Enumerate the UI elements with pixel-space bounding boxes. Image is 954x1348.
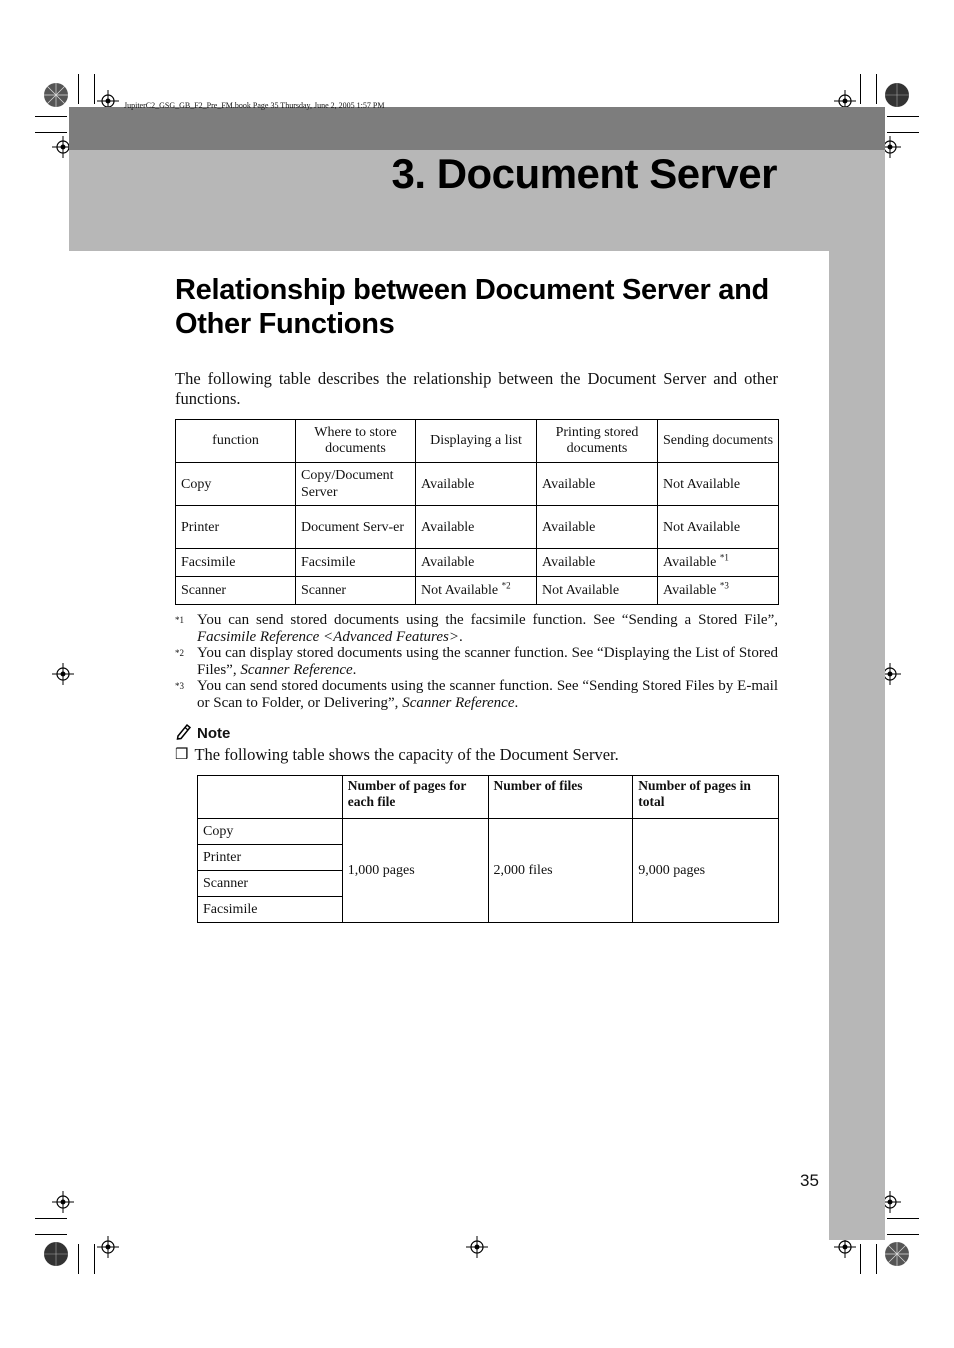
footnote: *3 You can send stored documents using the scanner function. See “Sending Stored Files by E-mail or Scan to Folder, or Delivering”, Scanner Reference. xyxy=(175,678,778,711)
store-cell: Scanner xyxy=(296,577,416,605)
footnote: *1 You can send stored documents using the facsimile function. See “Sending a Stored File”, Facsimile Reference <Advanced Features>. xyxy=(175,612,778,645)
reference-link[interactable]: Scanner Reference xyxy=(240,661,353,678)
side-tab-band xyxy=(829,251,885,1240)
list-cell: Available xyxy=(416,463,537,506)
table-row xyxy=(176,463,779,506)
crop-mark xyxy=(887,132,919,133)
crop-mark xyxy=(887,116,919,117)
function-cell: Facsimile xyxy=(176,549,296,577)
table-header-cell: Number of pages in total xyxy=(633,776,779,819)
store-cell: Facsimile xyxy=(296,549,416,577)
registration-mark-icon xyxy=(52,663,74,685)
table-row xyxy=(176,577,779,605)
function-cell: Facsimile xyxy=(198,897,343,923)
store-cell: Copy/Document Server xyxy=(296,463,416,506)
crop-mark xyxy=(860,74,861,104)
crop-mark xyxy=(876,74,877,104)
crop-mark xyxy=(887,1218,919,1219)
send-cell: Available $^{*3}$ xyxy=(658,577,779,605)
send-cell: Available $^{*1}$ xyxy=(658,549,779,577)
table-row xyxy=(198,819,779,845)
print-cell: Available xyxy=(537,506,658,549)
crop-mark xyxy=(78,1244,79,1274)
table-header-cell: Where to store documents xyxy=(296,420,416,463)
files-cell: 2,000 files xyxy=(488,819,633,923)
reference-link[interactable]: Facsimile Reference <Advanced Features> xyxy=(197,628,459,645)
registration-mark-icon xyxy=(97,1236,119,1258)
header-band-dark xyxy=(69,107,885,150)
crop-mark xyxy=(860,1244,861,1274)
send-cell: Not Available xyxy=(658,506,779,549)
print-cell: Not Available xyxy=(537,577,658,605)
table-header-cell: Number of pages for each file xyxy=(342,776,488,819)
crop-mark xyxy=(94,74,95,104)
function-cell: Printer xyxy=(198,845,343,871)
crop-mark xyxy=(94,1244,95,1274)
store-cell: Document Serv-er xyxy=(296,506,416,549)
footnote-mark: *3 xyxy=(175,681,184,691)
send-cell: Not Available xyxy=(658,463,779,506)
function-cell: Scanner xyxy=(176,577,296,605)
list-cell: Available xyxy=(416,506,537,549)
footnote-mark: *1 xyxy=(175,615,184,625)
color-target-icon xyxy=(43,1241,69,1267)
function-cell: Copy xyxy=(198,819,343,845)
note-item: ❒ The following table shows the capacity of the Document Server. xyxy=(175,745,619,764)
footnote-mark: *2 xyxy=(175,648,184,658)
table-row xyxy=(176,506,779,549)
table-header-cell xyxy=(198,776,343,819)
note-heading: Note xyxy=(175,722,230,744)
table-header-cell: Number of files xyxy=(488,776,633,819)
footnote: *2 You can display stored documents using the scanner function. See “Displaying the List of Stored Files”, Scanner Reference. xyxy=(175,645,778,678)
table-header-row xyxy=(198,776,779,819)
checkbox-bullet-icon: ❒ xyxy=(175,747,189,763)
crop-mark xyxy=(78,74,79,104)
function-relationship-table xyxy=(175,419,779,605)
footnote-ref[interactable]: *1 xyxy=(719,552,729,563)
print-cell: Available xyxy=(537,463,658,506)
reference-link[interactable]: Scanner Reference xyxy=(402,694,515,711)
print-slug: JupiterC2_GSG_GB_F2_Pre_FM.book Page 35 Thursday, June 2, 2005 1:57 PM xyxy=(124,101,385,110)
color-target-icon xyxy=(884,1241,910,1267)
table-header-cell: Sending documents xyxy=(658,420,779,463)
crop-mark xyxy=(35,1218,67,1219)
pages-per-file-cell: 1,000 pages xyxy=(342,819,488,923)
footnote-ref[interactable]: *2 xyxy=(501,580,511,591)
registration-mark-icon xyxy=(52,1191,74,1213)
pencil-icon xyxy=(175,722,193,744)
table-header-row xyxy=(176,420,779,463)
list-cell: Available xyxy=(416,549,537,577)
registration-mark-icon xyxy=(466,1236,488,1258)
page-number: 35 xyxy=(800,1171,819,1190)
color-target-icon xyxy=(884,82,910,108)
footnote-ref[interactable]: *3 xyxy=(719,580,729,591)
pages-total-cell: 9,000 pages xyxy=(633,819,779,923)
chapter-title: 3. Document Server xyxy=(391,150,777,197)
function-cell: Copy xyxy=(176,463,296,506)
footnotes xyxy=(175,612,778,711)
function-cell: Printer xyxy=(176,506,296,549)
table-header-cell: Printing stored documents xyxy=(537,420,658,463)
section-title: Relationship between Document Server and Other Functions xyxy=(175,274,769,340)
table-header-cell: function xyxy=(176,420,296,463)
color-target-icon xyxy=(43,82,69,108)
crop-mark xyxy=(35,1234,67,1235)
capacity-table xyxy=(197,775,779,923)
table-row xyxy=(176,549,779,577)
crop-mark xyxy=(35,116,67,117)
list-cell: Not Available $^{*2}$ xyxy=(416,577,537,605)
print-cell: Available xyxy=(537,549,658,577)
crop-mark xyxy=(887,1234,919,1235)
function-cell: Scanner xyxy=(198,871,343,897)
table-header-cell: Displaying a list xyxy=(416,420,537,463)
crop-mark xyxy=(876,1244,877,1274)
crop-mark xyxy=(35,132,67,133)
intro-paragraph: The following table describes the relationship between the Document Server and other functions. xyxy=(175,369,778,408)
